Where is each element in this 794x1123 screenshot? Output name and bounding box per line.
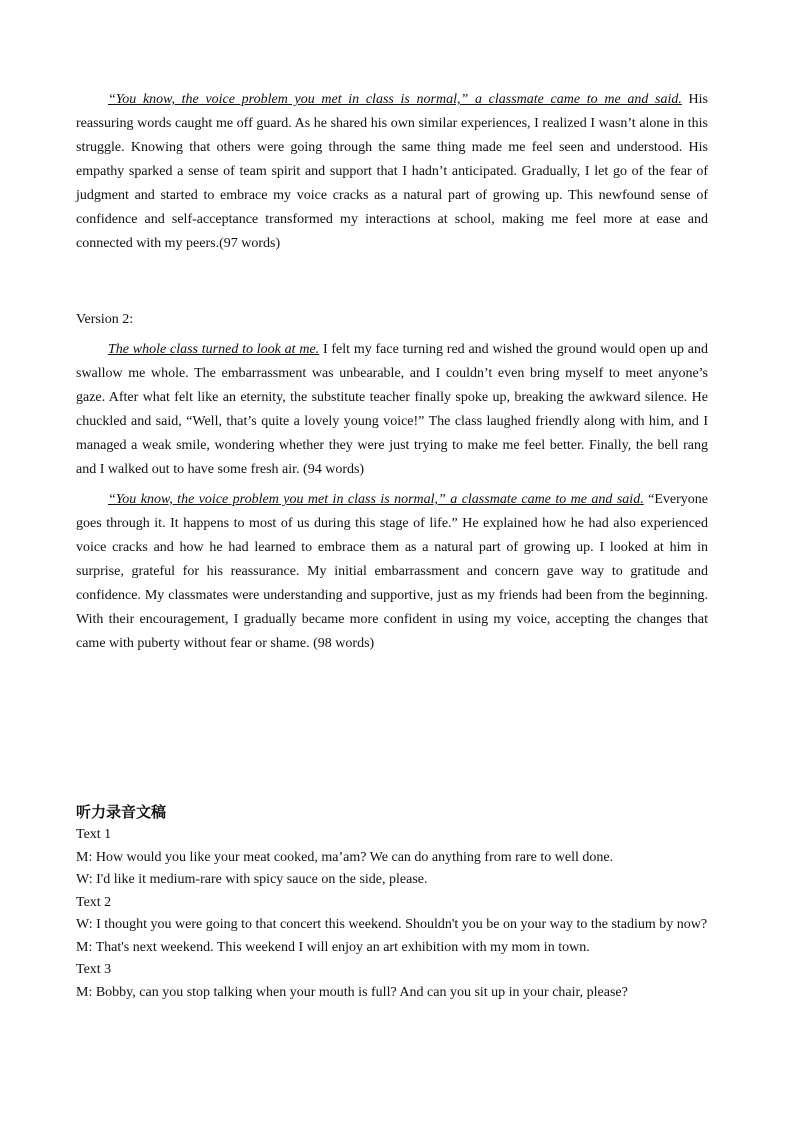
transcript-line: Text 1 xyxy=(76,827,112,842)
version2-para1-body: I felt my face turning red and wished the ground would open up and swallow me whole. The embarrassment was unbearable, and I couldn’t even bring myself to meet anyone’s gaze. After what felt like an eternity, the substitute teacher finally spoke up, breaking the awkward silence. He chuckled and said, “Well, that’s quite a lovely young voice!” The class laughed friendly along with him, and I managed a weak smile, wondering whether they were just trying to make me feel better. Finally, the bell rang and I walked out to have some fresh air. (94 words) xyxy=(76,342,708,477)
transcript-line: M: That's next weekend. This weekend I will enjoy an art exhibition with my mom in town. xyxy=(76,939,590,955)
version2-para2-body: “Everyone goes through it. It happens to most of us during this stage of life.” He explained how he had also experienced voice cracks and how he had learned to embrace them as a natural part of growing up. I looked at him in surprise, grateful for his reassurance. My initial embarrassment and concern gave way to gratitude and confidence. My classmates were understanding and supportive, just as my friends had been from the beginning. With their encouragement, I gradually became more confident in using my voice, accepting the changes that came with puberty without fear or shame. (98 words) xyxy=(76,492,708,651)
essay-section xyxy=(76,88,708,656)
transcript-line: W: I thought you were going to that concert this weekend. Shouldn't you be on your way to the stadium by now? xyxy=(76,917,708,932)
transcript-line: M: Bobby, can you stop talking when your mouth is full? And can you sit up in your chair, please? xyxy=(76,984,628,1000)
version1-paragraph xyxy=(76,88,708,256)
version1-body: His reassuring words caught me off guard. As he shared his own similar experiences, I realized I wasn’t alone in this struggle. Knowing that others were going through the same thing made me feel seen and understood. His empathy sparked a sense of team spirit and support that I hadn’t anticipated. Gradually, I let go of the fear of judgment and started to embrace my voice cracks as a natural part of growing up. This newfound sense of confidence and self-acceptance transformed my interactions at school, making me feel more at ease and connected with my peers.(97 words) xyxy=(76,92,708,251)
version2-heading: Version 2: xyxy=(76,312,134,327)
transcript-line: M: How would you like your meat cooked, ma’am? We can do anything from rare to well done. xyxy=(76,849,614,865)
transcript-line: Text 2 xyxy=(76,894,112,910)
listening-transcript xyxy=(76,800,708,1004)
transcript-title: 听力录音文稿 xyxy=(76,803,167,821)
transcript-line: W: I'd like it medium-rare with spicy sauce on the side, please. xyxy=(76,872,428,887)
version2-paragraph-1 xyxy=(76,338,708,482)
version2-para1-lead: The whole class turned to look at me. xyxy=(108,342,320,357)
version2-para2-lead: “You know, the voice problem you met in class is normal,” a classmate came to me and said. xyxy=(108,492,644,507)
version2-paragraph-2 xyxy=(76,488,708,656)
transcript-line: Text 3 xyxy=(76,962,112,977)
version1-lead-sentence: “You know, the voice problem you met in class is normal,” a classmate came to me and said. xyxy=(108,92,682,107)
